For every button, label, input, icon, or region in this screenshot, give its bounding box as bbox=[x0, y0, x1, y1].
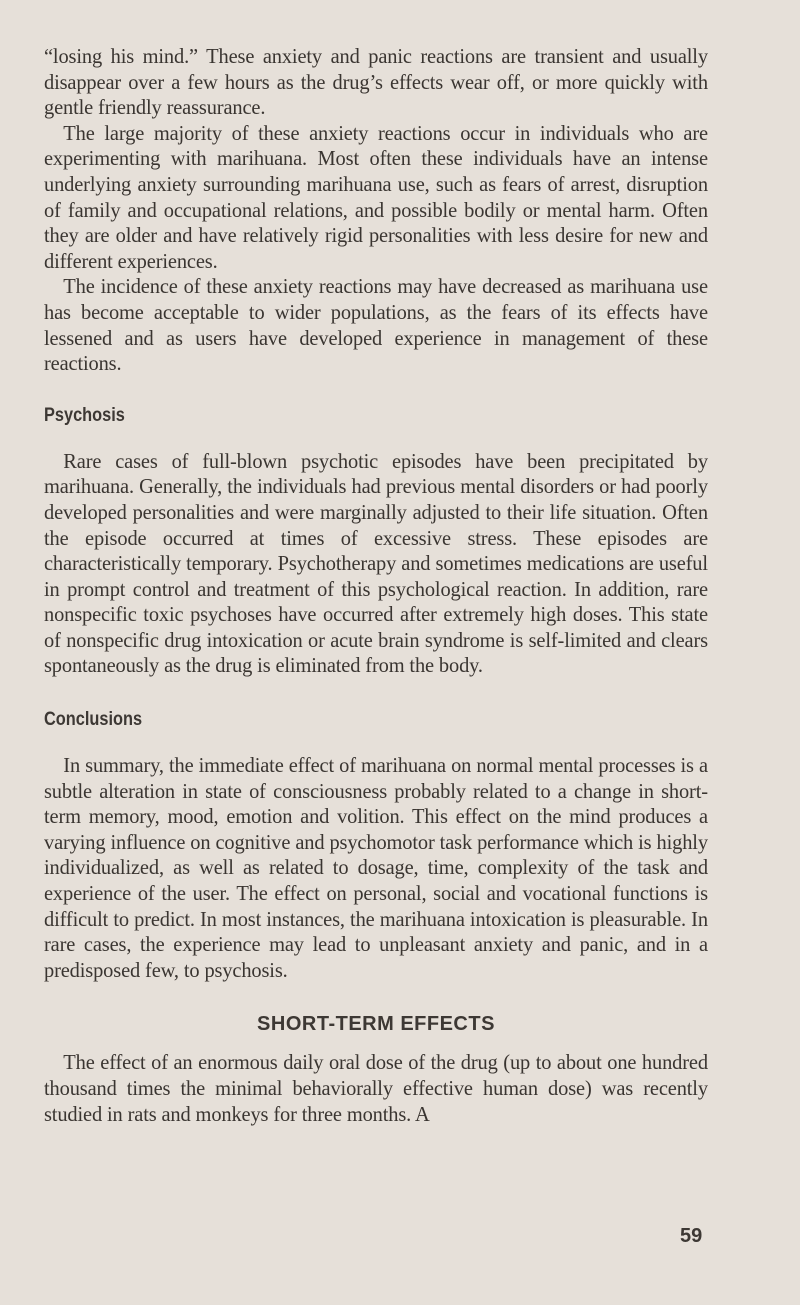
document-page bbox=[44, 44, 708, 1127]
paragraph-psychosis: Rare cases of full-blown psychotic episodes have been precipitated by marihuana. Generally, the individuals had previous mental disorders or had poorly developed personalities and were marginally adjusted to their life situation. Often the episode occurred at times of excessive stress. These episodes are characteristically temporary. Psychotherapy and sometimes medications are useful in prompt control and treatment of this psychological reaction. In addition, rare nonspecific toxic psychoses have occurred after extremely high doses. This state of nonspecific drug intoxication or acute brain syndrome is self-limited and clears spontaneously as the drug is eliminated from the body. bbox=[44, 448, 708, 678]
paragraph-anxiety-transient: “losing his mind.” These anxiety and panic reactions are transient and usually disappear over a few hours as the drug’s effects wear off, or more quickly with gentle friendly reassurance. bbox=[44, 44, 708, 120]
paragraph-anxiety-majority: The large majority of these anxiety reactions occur in individuals who are experimenting with marihuana. Most often these individuals have an intense underlying anxiety surrounding marihuana use, such as fears of arrest, disruption of family and occupational relations, and possible bodily or mental harm. Often they are older and have relatively rigid personalities with less desire for new and different experiences. bbox=[44, 120, 708, 273]
psychosis-heading: Psychosis bbox=[44, 404, 125, 426]
page-number: 59 bbox=[680, 1225, 703, 1247]
conclusions-heading: Conclusions bbox=[44, 709, 143, 731]
short-term-effects-heading: SHORT-TERM EFFECTS bbox=[257, 1013, 495, 1036]
paragraph-conclusions: In summary, the immediate effect of marihuana on normal mental processes is a subtle alteration in state of consciousness probably related to a change in short-term memory, mood, emotion and volition. This effect on the mind produces a varying influence on cognitive and psychomotor task performance which is highly individualized, as well as related to dosage, time, complexity of the task and experience of the user. The effect on personal, social and vocational functions is difficult to predict. In most instances, the marihuana intoxication is pleasurable. In rare cases, the experience may lead to unpleasant anxiety and panic, and in a predisposed few, to psychosis. bbox=[44, 753, 708, 982]
paragraph-anxiety-incidence: The incidence of these anxiety reactions may have decreased as marihuana use has become acceptable to wider populations, as the fears of its effects have lessened and as users have developed experience in management of these reactions. bbox=[44, 274, 708, 376]
paragraph-short-term-effects: The effect of an enormous daily oral dose of the drug (up to about one hundred thousand times the minimal behaviorally effective human dose) was recently studied in rats and monkeys for three months. A bbox=[44, 1050, 708, 1126]
